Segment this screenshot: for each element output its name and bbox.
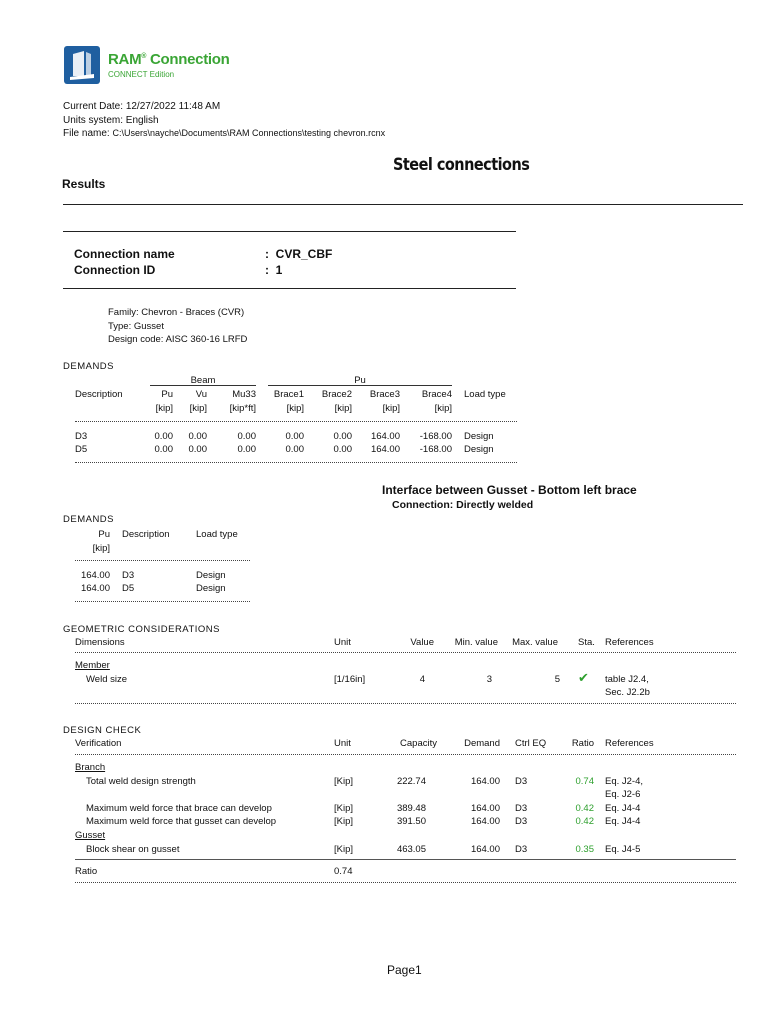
check-capacity: 463.05: [396, 844, 426, 855]
check-ctrl-eq: D3: [515, 776, 528, 787]
table-cell: 0.00: [285, 431, 304, 442]
check-icon: ✔: [578, 670, 589, 685]
interface-title: Interface between Gusset - Bottom left brace: [382, 483, 637, 497]
value-header: Value: [410, 637, 434, 648]
check-reference: Eq. J4-4: [605, 816, 641, 827]
check-ctrl-eq: D3: [515, 816, 528, 827]
table-cell: Design: [196, 570, 226, 581]
unit-cell: [kip]: [286, 403, 304, 414]
branch-section: Branch: [75, 762, 106, 773]
member-section: Member: [75, 660, 110, 671]
check-capacity: 389.48: [396, 803, 426, 814]
check-name: Block shear on gusset: [86, 844, 180, 855]
unit-cell: [kip]: [382, 403, 400, 414]
pu-group-header: Pu: [354, 375, 366, 386]
brace2-header: Brace2: [321, 389, 352, 400]
weld-size-min: 3: [486, 674, 492, 685]
references-header: References: [605, 637, 654, 648]
table-cell: Design: [464, 431, 494, 442]
interface-subtitle: Connection: Directly welded: [392, 499, 534, 511]
table-cell: 0.00: [237, 444, 256, 455]
family-info: Family: Chevron - Braces (CVR): [108, 307, 245, 318]
table-cell: 0.00: [154, 431, 173, 442]
pu-header: Pu: [161, 389, 173, 400]
overall-ratio: 0.74: [334, 866, 353, 877]
check-demand: 164.00: [470, 776, 500, 787]
check-demand: 164.00: [470, 844, 500, 855]
status-header: Sta.: [578, 637, 595, 648]
connection-name-label: Connection name: [74, 247, 175, 261]
unit-cell: [kip]: [434, 403, 452, 414]
table-cell: 0.00: [188, 444, 207, 455]
check-demand: 164.00: [470, 816, 500, 827]
ratio-header: Ratio: [571, 738, 594, 749]
check-unit: [Kip]: [334, 803, 354, 814]
table-cell: D3: [122, 570, 135, 581]
divider: [268, 385, 452, 386]
demand-header: Demand: [464, 738, 500, 749]
check-unit: [Kip]: [334, 816, 354, 827]
divider: [75, 882, 736, 883]
brace4-header: Brace4: [421, 389, 452, 400]
table-cell: Design: [464, 444, 494, 455]
units-system: Units system: English: [63, 115, 159, 126]
capacity-header: Capacity: [400, 738, 437, 749]
table-cell: 164.00: [80, 583, 110, 594]
divider: [75, 421, 517, 422]
divider: [75, 703, 736, 704]
description-header: Description: [122, 529, 170, 540]
divider: [75, 601, 250, 602]
table-cell: 0.00: [285, 444, 304, 455]
weld-size-max: 5: [554, 674, 560, 685]
connection-id-label: Connection ID: [74, 263, 156, 277]
connection-id: : 1: [265, 263, 283, 277]
table-cell: 0.00: [333, 444, 352, 455]
unit-header: Unit: [334, 637, 351, 648]
results-heading: Results: [62, 177, 106, 191]
demands-heading: DEMANDS: [63, 361, 115, 372]
check-capacity: 391.50: [396, 816, 426, 827]
table-cell: 164.00: [370, 444, 400, 455]
mu33-header: Mu33: [232, 389, 256, 400]
check-name: Maximum weld force that gusset can develop: [86, 816, 277, 827]
table-cell: -168.00: [419, 431, 452, 442]
weld-size-value: 4: [419, 674, 425, 685]
vu-header: Vu: [195, 389, 207, 400]
dimensions-header: Dimensions: [75, 637, 125, 648]
current-date: Current Date: 12/27/2022 11:48 AM: [63, 101, 221, 112]
divider: [75, 754, 736, 755]
brand-name: RAM: [108, 51, 142, 68]
pu-header: Pu: [98, 529, 110, 540]
unit-cell: [kip]: [189, 403, 207, 414]
check-capacity: 222.74: [396, 776, 426, 787]
check-demand: 164.00: [470, 803, 500, 814]
load-type-header: Load type: [196, 529, 238, 540]
table-cell: -168.00: [419, 444, 452, 455]
table-cell: Design: [196, 583, 226, 594]
min-value-header: Min. value: [454, 637, 498, 648]
demands-heading: DEMANDS: [63, 514, 115, 525]
page-title: Steel connections: [393, 155, 530, 175]
divider: [75, 462, 517, 463]
ratio-label: Ratio: [75, 866, 98, 877]
check-ratio: 0.42: [575, 803, 594, 814]
unit-cell: [kip*ft]: [229, 403, 256, 414]
references-header: References: [605, 738, 654, 749]
unit-cell: [kip]: [155, 403, 173, 414]
divider: [75, 859, 736, 860]
file-name: File name: C:\Users\nayche\Documents\RAM Connections\testing chevron.rcnx: [63, 128, 386, 139]
edition-label: CONNECT Edition: [108, 70, 175, 79]
pu-unit: [kip]: [92, 543, 110, 554]
divider: [63, 231, 516, 232]
table-cell: D5: [122, 583, 135, 594]
check-unit: [Kip]: [334, 844, 354, 855]
check-reference: Eq. J4-5: [605, 844, 641, 855]
unit-header: Unit: [334, 738, 351, 749]
table-cell: 0.00: [333, 431, 352, 442]
connection-name: : CVR_CBF: [265, 247, 333, 261]
check-ratio: 0.35: [575, 844, 594, 855]
unit-cell: [kip]: [334, 403, 352, 414]
table-cell: 0.00: [154, 444, 173, 455]
check-name: Total weld design strength: [86, 776, 196, 787]
weld-size-ref: table J2.4,: [605, 674, 649, 685]
divider: [75, 560, 250, 561]
beam-group-header: Beam: [190, 375, 216, 386]
design-code: Design code: AISC 360-16 LRFD: [108, 334, 248, 345]
table-cell: 0.00: [237, 431, 256, 442]
page-number: Page1: [387, 963, 422, 977]
weld-size-label: Weld size: [86, 674, 128, 685]
check-ctrl-eq: D3: [515, 803, 528, 814]
check-ctrl-eq: D3: [515, 844, 528, 855]
table-cell: D3: [75, 431, 88, 442]
verification-header: Verification: [75, 738, 122, 749]
check-reference: Eq. J2-4,: [605, 776, 644, 787]
gusset-section: Gusset: [75, 830, 106, 841]
divider: [63, 204, 743, 205]
type-info: Type: Gusset: [108, 321, 164, 332]
weld-size-unit: [1/16in]: [334, 674, 366, 685]
check-reference: Eq. J4-4: [605, 803, 641, 814]
load-type-header: Load type: [464, 389, 506, 400]
ram-logo-icon: [64, 46, 100, 84]
divider: [75, 652, 736, 653]
description-header: Description: [75, 389, 123, 400]
brace1-header: Brace1: [273, 389, 304, 400]
max-value-header: Max. value: [512, 637, 558, 648]
check-name: Maximum weld force that brace can develop: [86, 803, 272, 814]
divider: [150, 385, 256, 386]
divider: [63, 288, 516, 289]
table-cell: 164.00: [80, 570, 110, 581]
table-cell: 164.00: [370, 431, 400, 442]
logo: RAM® Connection CONNECT Edition: [64, 46, 224, 88]
geom-heading: GEOMETRIC CONSIDERATIONS: [63, 624, 220, 635]
ctrl-eq-header: Ctrl EQ: [515, 738, 547, 749]
check-reference: Eq. J2-6: [605, 789, 641, 800]
check-ratio: 0.42: [575, 816, 594, 827]
table-cell: 0.00: [188, 431, 207, 442]
table-cell: D5: [75, 444, 88, 455]
design-check-heading: DESIGN CHECK: [63, 725, 142, 736]
brace3-header: Brace3: [369, 389, 400, 400]
weld-size-ref2: Sec. J2.2b: [605, 687, 650, 698]
check-ratio: 0.74: [575, 776, 594, 787]
product-name: Connection: [150, 51, 230, 68]
check-unit: [Kip]: [334, 776, 354, 787]
